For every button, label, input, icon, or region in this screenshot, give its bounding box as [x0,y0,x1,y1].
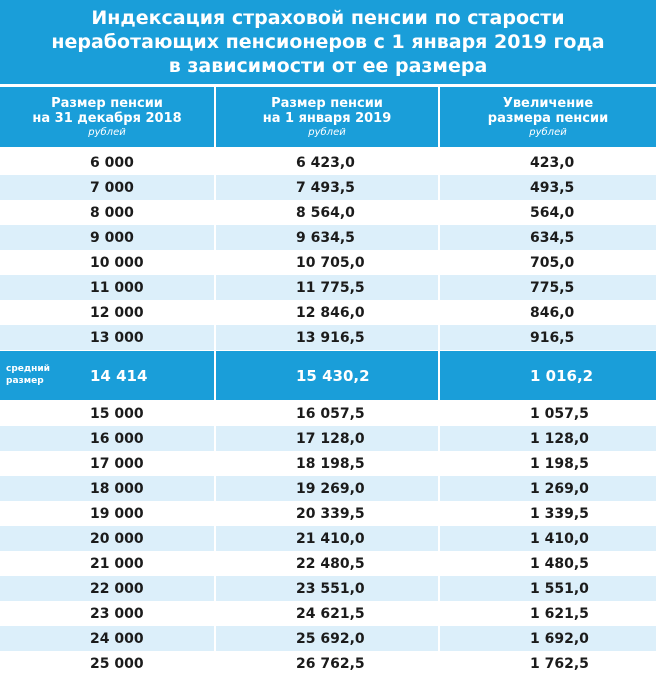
header-col2-line2: на 1 января 2019 [262,110,392,126]
cell-increase: 1 269,0 [530,480,589,497]
cell-increase: 1 128,0 [530,430,589,447]
header-col2-line1: Размер пенсии [271,95,383,111]
header-col3-line2: размера пенсии [487,110,609,126]
cell-increase: 634,5 [530,229,575,246]
cell-pension-before: 16 000 [90,430,144,447]
cell-pension-before: 12 000 [90,304,144,321]
cell-pension-after: 7 493,5 [296,179,355,196]
table-row [0,601,656,626]
cell-pension-after: 20 339,5 [296,505,365,522]
cell-pension-after: 18 198,5 [296,455,365,472]
cell-pension-after: 21 410,0 [296,530,365,547]
table-row [0,150,656,175]
cell-pension-after: 10 705,0 [296,254,365,271]
table-row [0,551,656,576]
cell-pension-after: 23 551,0 [296,580,365,597]
header-col-pension-before [0,87,214,147]
cell-pension-before: 20 000 [90,530,144,547]
cell-increase: 1 057,5 [530,405,589,422]
header-col1-unit: рублей [88,126,126,138]
cell-pension-before: 23 000 [90,605,144,622]
cell-increase: 423,0 [530,154,575,171]
cell-increase: 1 198,5 [530,455,589,472]
header-col-pension-after [216,87,438,147]
cell-pension-before: 9 000 [90,229,134,246]
cell-pension-after: 8 564,0 [296,204,355,221]
cell-increase: 705,0 [530,254,575,271]
table-row [0,426,656,451]
cell-increase: 564,0 [530,204,575,221]
cell-increase: 916,5 [530,329,575,346]
average-label-line1: средний [6,364,50,374]
cell-pension-after: 26 762,5 [296,655,365,672]
table-body [0,150,656,676]
table-row [0,451,656,476]
table-header [0,87,656,147]
header-col1-line1: Размер пенсии [51,95,163,111]
table-row [0,200,656,225]
cell-increase: 1 410,0 [530,530,589,547]
table-row [0,225,656,250]
table-row-average [0,351,656,400]
cell-pension-before: 7 000 [90,179,134,196]
cell-pension-before: 22 000 [90,580,144,597]
cell-increase: 1 621,5 [530,605,589,622]
cell-pension-after: 9 634,5 [296,229,355,246]
cell-pension-before: 10 000 [90,254,144,271]
table-row [0,651,656,676]
cell-pension-after: 24 621,5 [296,605,365,622]
header-col2-unit: рублей [308,126,346,138]
cell-pension-before: 21 000 [90,555,144,572]
cell-pension-after: 11 775,5 [296,279,365,296]
table-row [0,275,656,300]
cell-pension-before: 8 000 [90,204,134,221]
cell-increase: 1 016,2 [530,366,594,385]
average-label [6,363,64,387]
cell-increase: 493,5 [530,179,575,196]
cell-pension-after: 6 423,0 [296,154,355,171]
cell-increase: 1 551,0 [530,580,589,597]
cell-pension-after: 22 480,5 [296,555,365,572]
table-row [0,325,656,350]
table-row [0,250,656,275]
cell-pension-before: 13 000 [90,329,144,346]
cell-pension-before: 15 000 [90,405,144,422]
header-col3-line1: Увеличение [502,95,594,111]
cell-pension-after: 16 057,5 [296,405,365,422]
cell-pension-before: 6 000 [90,154,134,171]
average-label-line2: размер [6,376,44,386]
cell-pension-before: 17 000 [90,455,144,472]
cell-pension-after: 12 846,0 [296,304,365,321]
table-row [0,526,656,551]
table-row [0,300,656,325]
cell-pension-after: 25 692,0 [296,630,365,647]
title-line-3: в зависимости от ее размера [168,55,488,77]
cell-increase: 775,5 [530,279,575,296]
table-row [0,175,656,200]
cell-pension-before: 25 000 [90,655,144,672]
header-col3-unit: рублей [529,126,567,138]
cell-pension-before: 18 000 [90,480,144,497]
table-row [0,476,656,501]
cell-increase: 1 480,5 [530,555,589,572]
table-row [0,501,656,526]
cell-increase: 846,0 [530,304,575,321]
title-line-2: неработающих пенсионеров с 1 января 2019 года [51,31,605,53]
cell-pension-before: 14 414 [90,366,148,385]
cell-pension-after: 13 916,5 [296,329,365,346]
cell-pension-before: 24 000 [90,630,144,647]
cell-pension-after: 19 269,0 [296,480,365,497]
table-title [0,0,656,84]
cell-pension-after: 17 128,0 [296,430,365,447]
cell-pension-before: 19 000 [90,505,144,522]
cell-increase: 1 762,5 [530,655,589,672]
table-row [0,626,656,651]
cell-increase: 1 339,5 [530,505,589,522]
header-col1-line2: на 31 декабря 2018 [32,110,182,126]
cell-increase: 1 692,0 [530,630,589,647]
title-line-1: Индексация страховой пенсии по старости [91,7,565,29]
cell-pension-before: 11 000 [90,279,144,296]
header-col-increase [440,87,656,147]
table-row [0,576,656,601]
cell-pension-after: 15 430,2 [296,366,370,385]
table-row [0,401,656,426]
